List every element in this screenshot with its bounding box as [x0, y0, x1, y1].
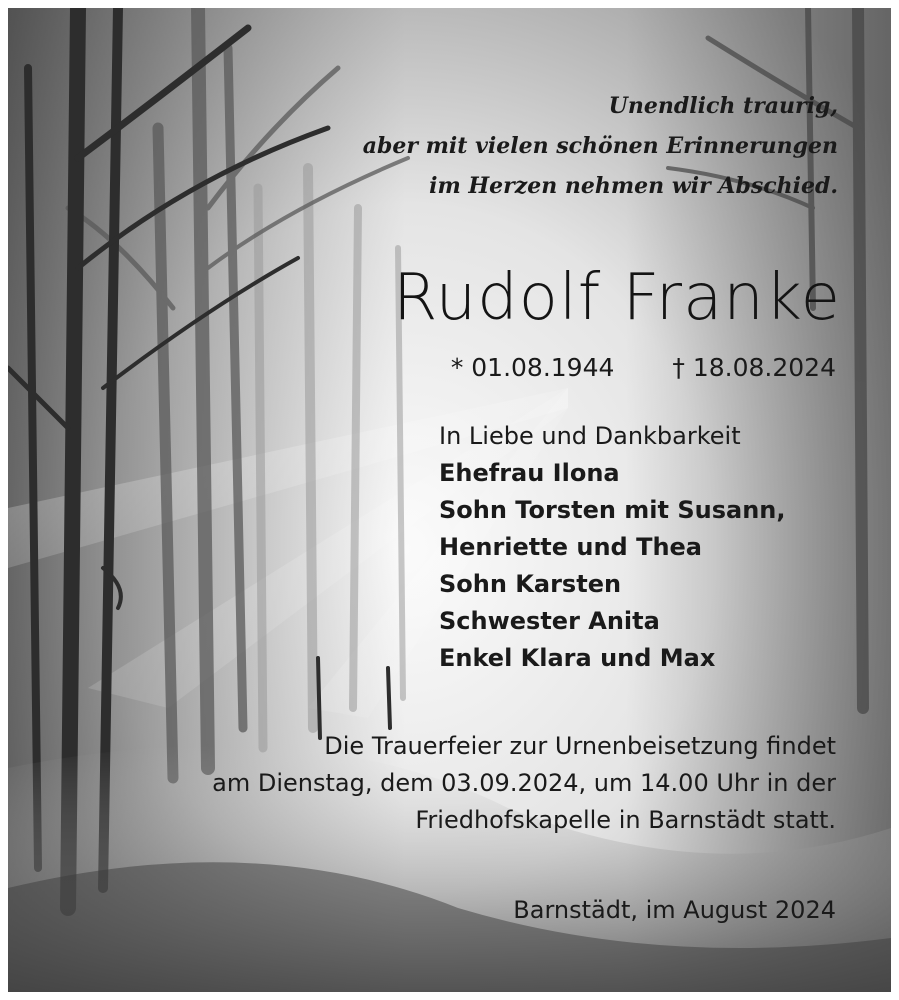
quote-line: im Herzen nehmen wir Abschied. — [429, 173, 838, 199]
ceremony-line: Die Trauerfeier zur Urnenbeisetzung findet — [324, 732, 836, 760]
quote-line: aber mit vielen schönen Erinnerungen — [362, 133, 838, 159]
mourner-name: Henriette und Thea — [439, 533, 703, 561]
mourners-list — [439, 418, 869, 677]
deceased-name: Rudolf Franke — [393, 261, 841, 335]
mourners-intro: In Liebe und Dankbarkeit — [439, 422, 741, 450]
memorial-quote — [238, 86, 838, 206]
death-date: † 18.08.2024 — [672, 353, 836, 382]
obituary-notice — [8, 8, 891, 992]
mourner-name: Sohn Karsten — [439, 570, 622, 598]
mourner-name: Schwester Anita — [439, 607, 660, 635]
ceremony-line: Friedhofskapelle in Barnstädt statt. — [415, 806, 836, 834]
quote-line: Unendlich traurig, — [608, 93, 838, 119]
mourner-name: Ehefrau Ilona — [439, 459, 620, 487]
mourner-name: Sohn Torsten mit Susann, — [439, 496, 786, 524]
life-dates — [316, 350, 836, 386]
birth-date: * 01.08.1944 — [450, 353, 615, 382]
mourner-name: Enkel Klara und Max — [439, 644, 716, 672]
ceremony-announcement — [36, 728, 836, 839]
ceremony-line: am Dienstag, dem 03.09.2024, um 14.00 Uhr in der — [212, 769, 836, 797]
place-and-date: Barnstädt, im August 2024 — [513, 896, 836, 924]
